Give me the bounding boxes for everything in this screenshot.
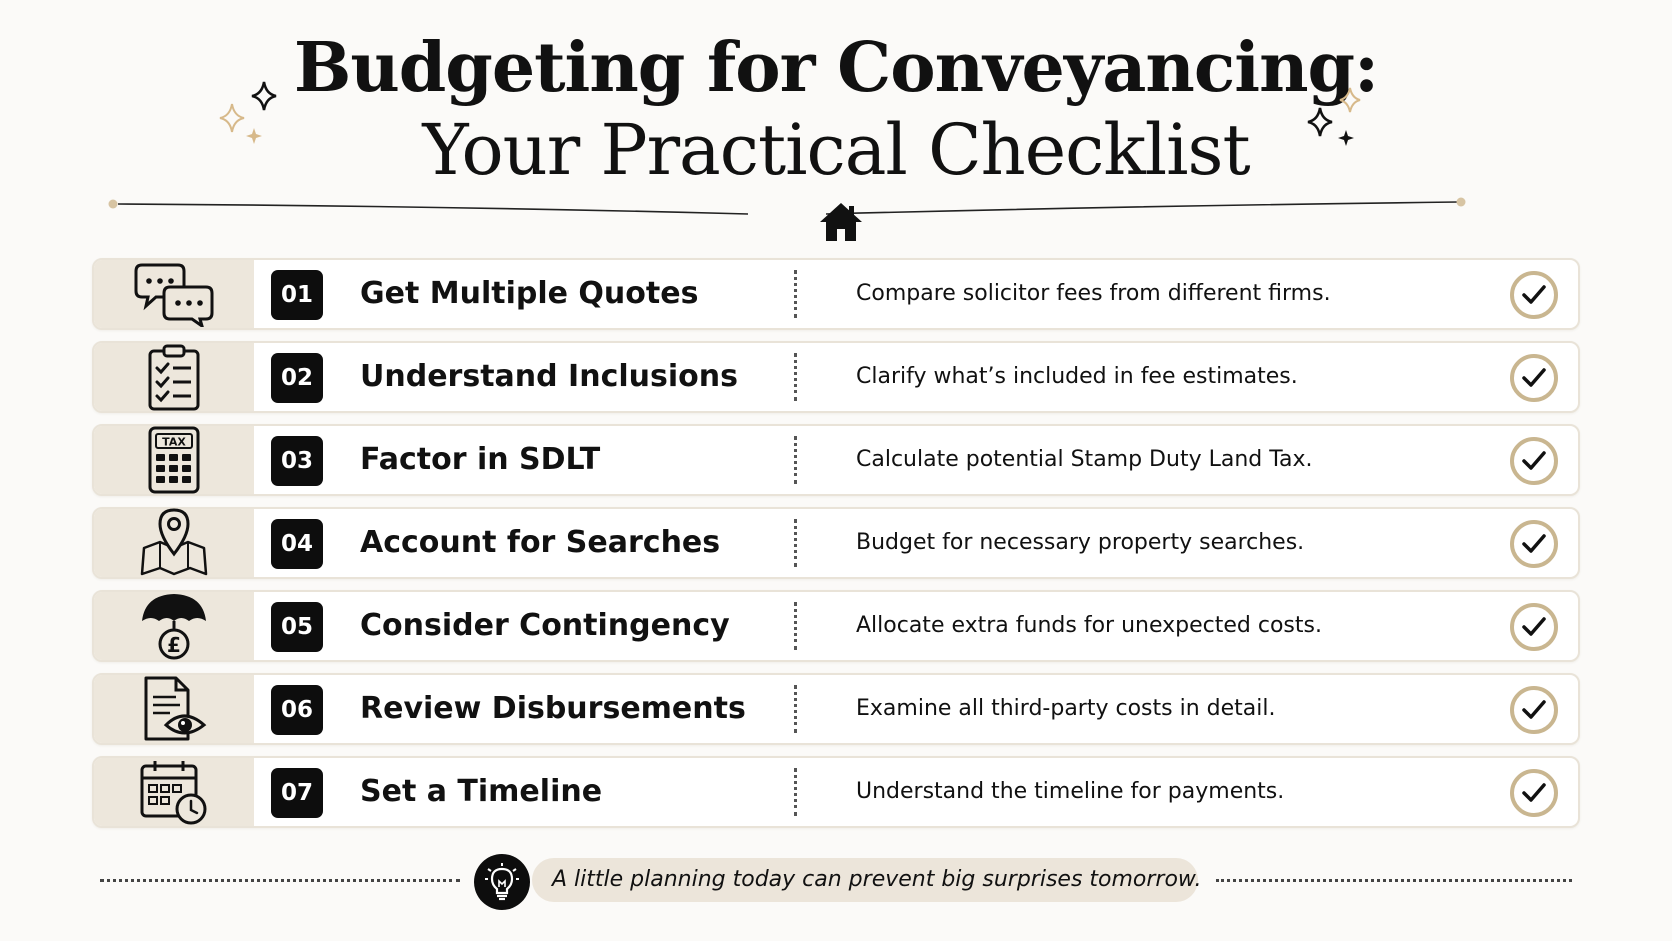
dotted-separator <box>794 436 797 484</box>
item-description: Allocate extra funds for unexpected costs. <box>856 613 1322 638</box>
icon-panel <box>94 426 254 494</box>
item-number-badge: 02 <box>271 353 323 403</box>
icon-panel <box>94 675 254 743</box>
house-icon <box>818 200 864 244</box>
checkmark-icon[interactable] <box>1510 520 1558 568</box>
checklist-item-4 <box>92 507 1580 579</box>
item-description: Understand the timeline for payments. <box>856 779 1285 804</box>
item-number-badge: 05 <box>271 602 323 652</box>
item-description: Clarify what’s included in fee estimates. <box>856 364 1298 389</box>
checkmark-icon[interactable] <box>1510 769 1558 817</box>
item-number-badge: 03 <box>271 436 323 486</box>
dotted-separator <box>794 519 797 567</box>
sparkle-icon <box>214 78 284 148</box>
calendar-clock-icon <box>139 759 209 825</box>
dotted-separator <box>794 685 797 733</box>
checkmark-icon[interactable] <box>1510 271 1558 319</box>
item-title: Review Disbursements <box>360 691 746 726</box>
item-number-badge: 01 <box>271 270 323 320</box>
clipboard-checklist-icon <box>144 343 204 411</box>
document-eye-icon <box>140 675 208 743</box>
pound-label: £ <box>167 633 181 657</box>
checklist-item-7 <box>92 756 1580 828</box>
item-description: Calculate potential Stamp Duty Land Tax. <box>856 447 1313 472</box>
page-subtitle: Your Practical Checklist <box>422 109 1250 191</box>
item-description: Examine all third-party costs in detail. <box>856 696 1276 721</box>
dotted-separator <box>794 353 797 401</box>
item-title: Account for Searches <box>360 525 721 560</box>
item-number-badge: 04 <box>271 519 323 569</box>
item-title: Understand Inclusions <box>360 359 738 394</box>
page-title: Budgeting for Conveyancing: <box>293 28 1379 108</box>
item-number-badge: 06 <box>271 685 323 735</box>
sparkle-icon <box>1302 84 1374 156</box>
dotted-separator <box>794 270 797 318</box>
icon-panel <box>94 343 254 411</box>
icon-panel <box>94 758 254 826</box>
checklist-item-2 <box>92 341 1580 413</box>
checkmark-icon[interactable] <box>1510 354 1558 402</box>
chat-bubbles-icon <box>134 261 214 327</box>
checkmark-icon[interactable] <box>1510 437 1558 485</box>
dotted-rule-right <box>1216 879 1572 882</box>
tax-calculator-icon <box>146 426 202 494</box>
footer-tagline: A little planning today can prevent big surprises tomorrow. <box>552 867 1202 892</box>
tax-label: TAX <box>162 435 186 449</box>
checkmark-icon[interactable] <box>1510 603 1558 651</box>
checklist-item-1 <box>92 258 1580 330</box>
icon-panel <box>94 260 254 328</box>
dotted-rule-left <box>100 879 460 882</box>
checklist-item-5 <box>92 590 1580 662</box>
item-description: Compare solicitor fees from different firms. <box>856 281 1331 306</box>
map-pin-icon <box>138 508 210 578</box>
item-title: Factor in SDLT <box>360 442 601 477</box>
item-title: Consider Contingency <box>360 608 730 643</box>
checklist-item-3 <box>92 424 1580 496</box>
umbrella-pound-icon <box>139 591 209 661</box>
checklist-item-6 <box>92 673 1580 745</box>
icon-panel <box>94 509 254 577</box>
dotted-separator <box>794 602 797 650</box>
item-title: Set a Timeline <box>360 774 603 809</box>
dotted-separator <box>794 768 797 816</box>
icon-panel <box>94 592 254 660</box>
item-title: Get Multiple Quotes <box>360 276 699 311</box>
item-description: Budget for necessary property searches. <box>856 530 1305 555</box>
item-number-badge: 07 <box>271 768 323 818</box>
footer <box>0 852 1672 912</box>
lightbulb-icon <box>474 854 530 910</box>
checkmark-icon[interactable] <box>1510 686 1558 734</box>
